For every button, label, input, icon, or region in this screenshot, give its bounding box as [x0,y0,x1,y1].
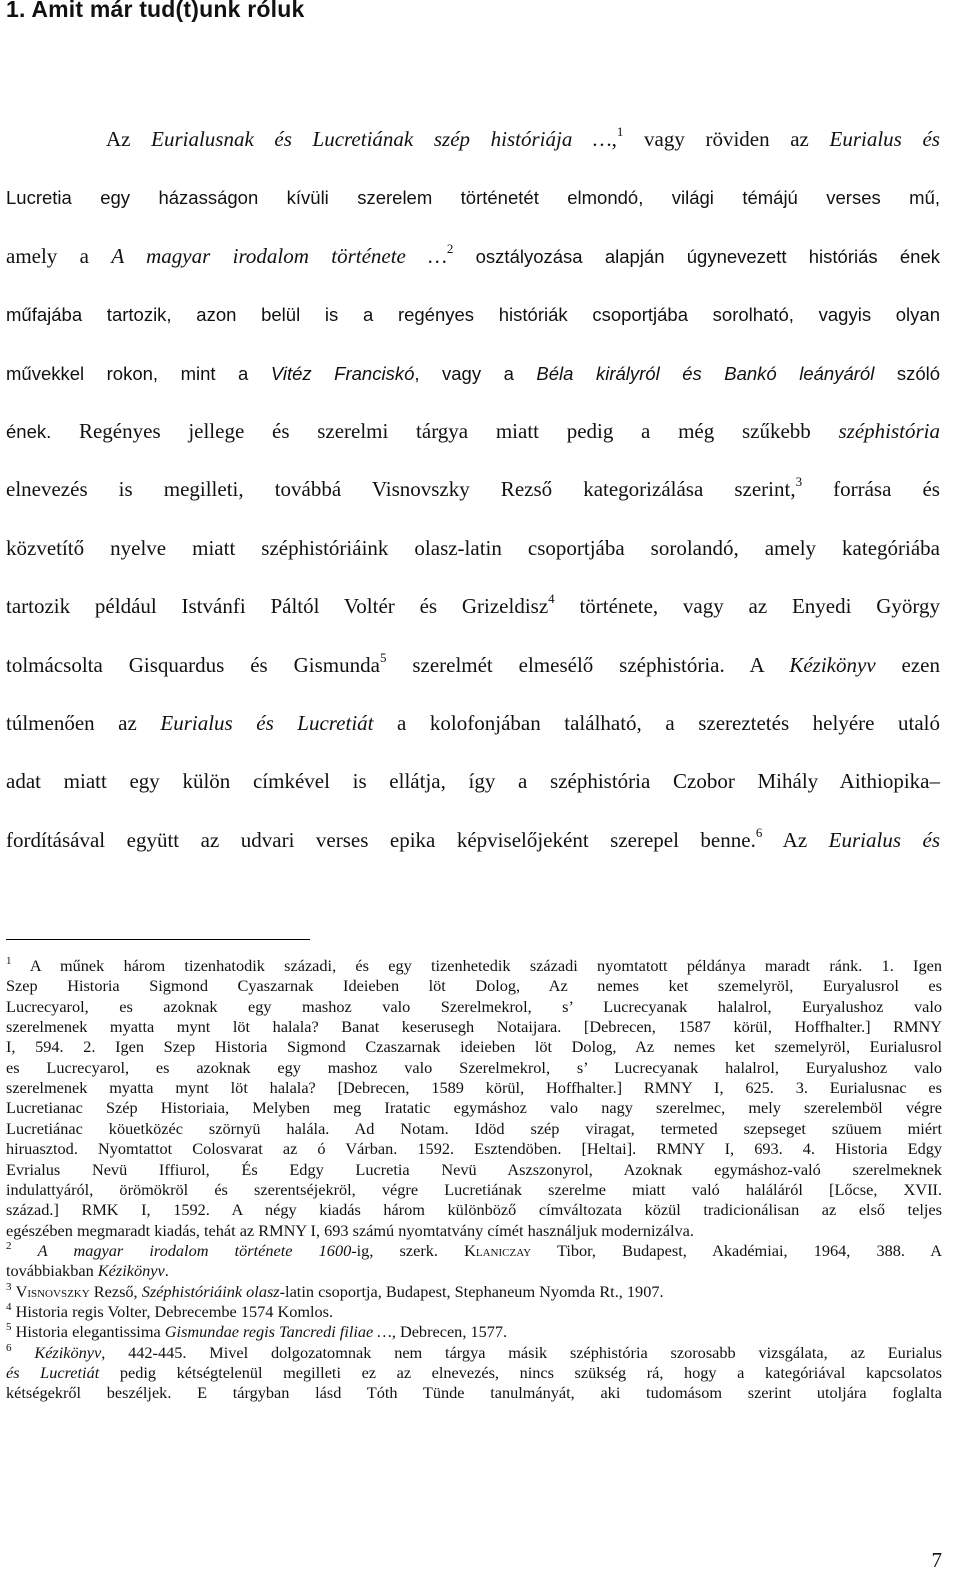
text-run: a kolofonjában található, a szereztetés helyére utaló [373,711,940,735]
body-line [6,710,940,736]
body-line [106,126,940,152]
footnote-marker: 2 [6,1239,12,1252]
text-run: Lucretia egy házasságon kívüli szerelem történetét elmondó, világi témájú verses mű, [6,187,940,209]
footnote-marker: 4 [548,591,555,607]
italic-text: A magyar irodalom története 1600 [37,1240,352,1260]
text-run: hiruasztod. Nyomtattot Colosvarat az ó Várban. 1592. Esztendöben. [Heltai]. RMNY I, 693. 4. Historia Edgy [6,1139,942,1159]
text-run: Az [762,827,829,852]
text-run: indulattyáról, örömökröl és szerentséjekröl, végre Lucretiának szerelme miatt való haláláról [Lőcse, XVII. [6,1179,942,1199]
footnote-marker: 6 [755,824,763,840]
italic-text: Eurialusnak és Lucretiának szép históriája … [151,127,612,151]
body-line [6,240,940,270]
text-run: es Lucrecyarol, es azoknak egy mashoz valo Szerelmekrol, s’ Lucrecyanak halalrol, Euryalushoz valo [6,1057,942,1077]
footnote-line [6,1098,942,1118]
text-run: -ig, szerk. [351,1240,465,1260]
text-run: vagy röviden az [623,127,830,151]
italic-text: Széphistóriáink olasz [141,1281,280,1301]
body-line [6,476,940,502]
body-line [6,301,940,328]
text-run: szerelmenek myatta mynt löt halala? Banat keserusegh Notaijara. [Debrecen, 1587 körül, Hoffhalter.] RMNY [6,1017,942,1037]
text-run: Klaniczay [464,1240,532,1260]
text-run [12,1343,35,1362]
footnote-marker: 1 [616,124,624,139]
text-run: I, 594. 2. Igen Szep Historia Sigmond Czaszarnak ideieben löt Dolog, Az nemes ket szemelyröl, Eurialusrol [6,1037,942,1057]
text-run: , Debrecen, 1577. [391,1322,508,1342]
text-run: amely a [6,243,112,268]
body-line [6,360,940,387]
footnote-line [6,1078,942,1098]
footnote-line [6,1322,942,1342]
footnote-marker: 5 [6,1321,12,1334]
text-run: szerelmenek myatta mynt löt halala? [Debrecen, 1589 körül, Hoffhalter.] RMNY I, 625. 3. Eurialusnac es [6,1078,942,1098]
footnote-marker: 3 [6,1280,12,1293]
footnote-line [6,1139,942,1159]
text-run: , vagy a [414,362,537,384]
italic-text: Kézikönyv [789,652,876,677]
footnote-line [6,1119,942,1139]
footnote-line [6,1180,942,1200]
text-run: ezen [875,652,940,677]
italic-text: Kézikönyv [97,1261,165,1281]
footnote-line [6,1343,942,1363]
footnote-line [6,997,942,1017]
text-run: Evrialus Nevü Iffiurol, És Edgy Lucretia Nevü Aszszonyrol, Azoknak egymáshoz-való szerelmeknek [6,1159,942,1179]
footnote-marker: 3 [795,474,803,490]
text-run: ének. [6,421,52,442]
footnote-line [6,1383,942,1403]
italic-text: Eurialus és [829,127,940,151]
footnote-line [6,1363,942,1383]
text-run: Historia regis Volter, Debrecembe 1574 Komlos. [11,1301,334,1321]
footnote-marker: 4 [6,1300,12,1313]
body-line [6,824,940,853]
body-line [6,418,940,445]
footnote-line [6,1037,942,1057]
text-run: Historia elegantissima [11,1322,165,1342]
text-run: túlmenően az [6,711,161,735]
italic-text: Vitéz Franciskó [270,362,415,384]
footnote-line [6,1200,942,1220]
text-run: . [164,1261,169,1281]
text-run: Az [106,127,152,151]
footnote-line [6,1017,942,1037]
body-line [6,184,940,211]
text-run: pedig kétségtelenül megilleti ez az elnevezés, nincs szükség rá, hogy a kategóriával kapcsolatos [99,1363,942,1382]
footnote-marker: 6 [6,1341,12,1354]
footnote-line [6,1221,942,1241]
text-run: Lucrecyarol, es azoknak egy mashoz valo Szerelmekrol, s’ Lucrecyanak halalrol, Euryalushoz valo [6,996,942,1016]
text-run: adat miatt egy külön címkével is ellátja, így a széphistória Czobor Mihály Aithiopika– [6,769,940,794]
footnote-line [6,1241,942,1261]
text-run: -latin csoportja, Budapest, Stephaneum Nyomda Rt., 1907. [279,1281,664,1301]
text-run: Rezső, [89,1281,142,1301]
text-run: Lucretiánac köuetközéc szörnyü halála. Ad Notam. Idöd szép viragat, termeted szepseget szüuem miért [6,1118,942,1138]
body-line [6,768,940,794]
footnote-separator [6,939,310,940]
text-run: elnevezés is megilleti, továbbá Visnovszky Rezső kategorizálása szerint, [6,477,796,502]
footnote-line [6,1261,942,1281]
section-heading: 1. Amit már tud(t)unk róluk [6,0,305,22]
text-run: művekkel rokon, mint a [6,362,271,384]
body-line [6,649,940,678]
italic-text: Kézikönyv [34,1342,102,1362]
text-run: kétségekről beszéljek. E tárgyban lásd Tóth Tünde tanulmányát, aki tudomásom szerint utoljára foglalta [6,1383,942,1403]
page-number: 7 [931,1548,942,1572]
text-run: , [611,127,617,151]
footnote-marker: 5 [379,649,387,665]
text-run: fordításával együtt az udvari verses epika képviselőjeként szerepel benne. [6,827,756,852]
text-run: története, vagy az Enyedi György [554,594,941,619]
text-run: , 442-445. Mivel dolgozatomnak nem tárgya másik széphistória szorosabb vizsgálata, az Eurialus [101,1342,942,1362]
text-run: közvetítő nyelve miatt széphistóriáink olasz-latin csoportjába sorolandó, amely kategóriába [6,535,940,560]
text-run: egészében megmaradt kiadás, tehát az RMNY I, 693 számú nyomtatvány címét használjuk modernizálva. [6,1220,694,1240]
italic-text: és Lucretiát [6,1363,100,1382]
footnote-marker: 2 [446,240,454,256]
text-run: Regényes jellege és szerelmi tárgya miatt pedig a még szűkebb [51,419,839,443]
text-run: továbbiakban [6,1261,98,1281]
footnote-line [6,1282,942,1302]
text-run: szóló [874,362,941,384]
text-run: tartozik például Istvánfi Páltól Voltér és Grizeldisz [6,594,549,619]
italic-text: Eurialus és Lucretiát [160,711,374,735]
footnote-line [6,1160,942,1180]
text-run: Visnovszky [15,1281,90,1301]
footnote-line [6,1302,942,1322]
text-run [12,1241,38,1260]
footnote-line [6,1058,942,1078]
footnote-marker: 1 [6,955,12,967]
italic-text: széphistória [838,419,940,443]
text-run: A műnek három tizenhatodik századi, és egy tizenhetedik századi nyomtatott példánya maradt ránk. 1. Igen [11,956,942,975]
footnote-line [6,976,942,996]
text-run: tolmácsolta Gisquardus és Gismunda [6,652,380,677]
text-run: szerelmét elmesélő széphistória. A [386,652,790,677]
italic-text: Gismundae regis Tancredi filiae … [164,1322,392,1342]
italic-text: Eurialus és [828,827,940,852]
italic-text: Béla királyról és Bankó leányáról [536,362,875,384]
text-run: Lucretianac Szép Historiaia, Melyben meg Iratatic egymáshoz valo nagy szerelmec, mely szerelemböl végre [6,1098,942,1118]
body-line [6,593,940,619]
italic-text: A magyar irodalom története … [111,243,447,268]
text-run: Tibor, Budapest, Akadémiai, 1964, 388. A [531,1240,943,1260]
text-run: forrása és [802,477,940,502]
body-line [6,535,940,561]
text-run: műfajába tartozik, azon belül is a regényes históriák csoportjába sorolható, vagyis olyan [6,304,940,326]
text-run: század.] RMK I, 1592. A négy kiadás három különböző címváltozata közül tradicionálisan az első teljes [6,1200,942,1220]
footnote-line [6,956,942,976]
text-run: osztályozása alapján úgynevezett históriás ének [453,245,940,267]
text-run: Szep Historia Sigmond Cyaszarnak Ideieben löt Dolog, Az nemes ket szemelyröl, Euryalusrol es [6,976,942,996]
